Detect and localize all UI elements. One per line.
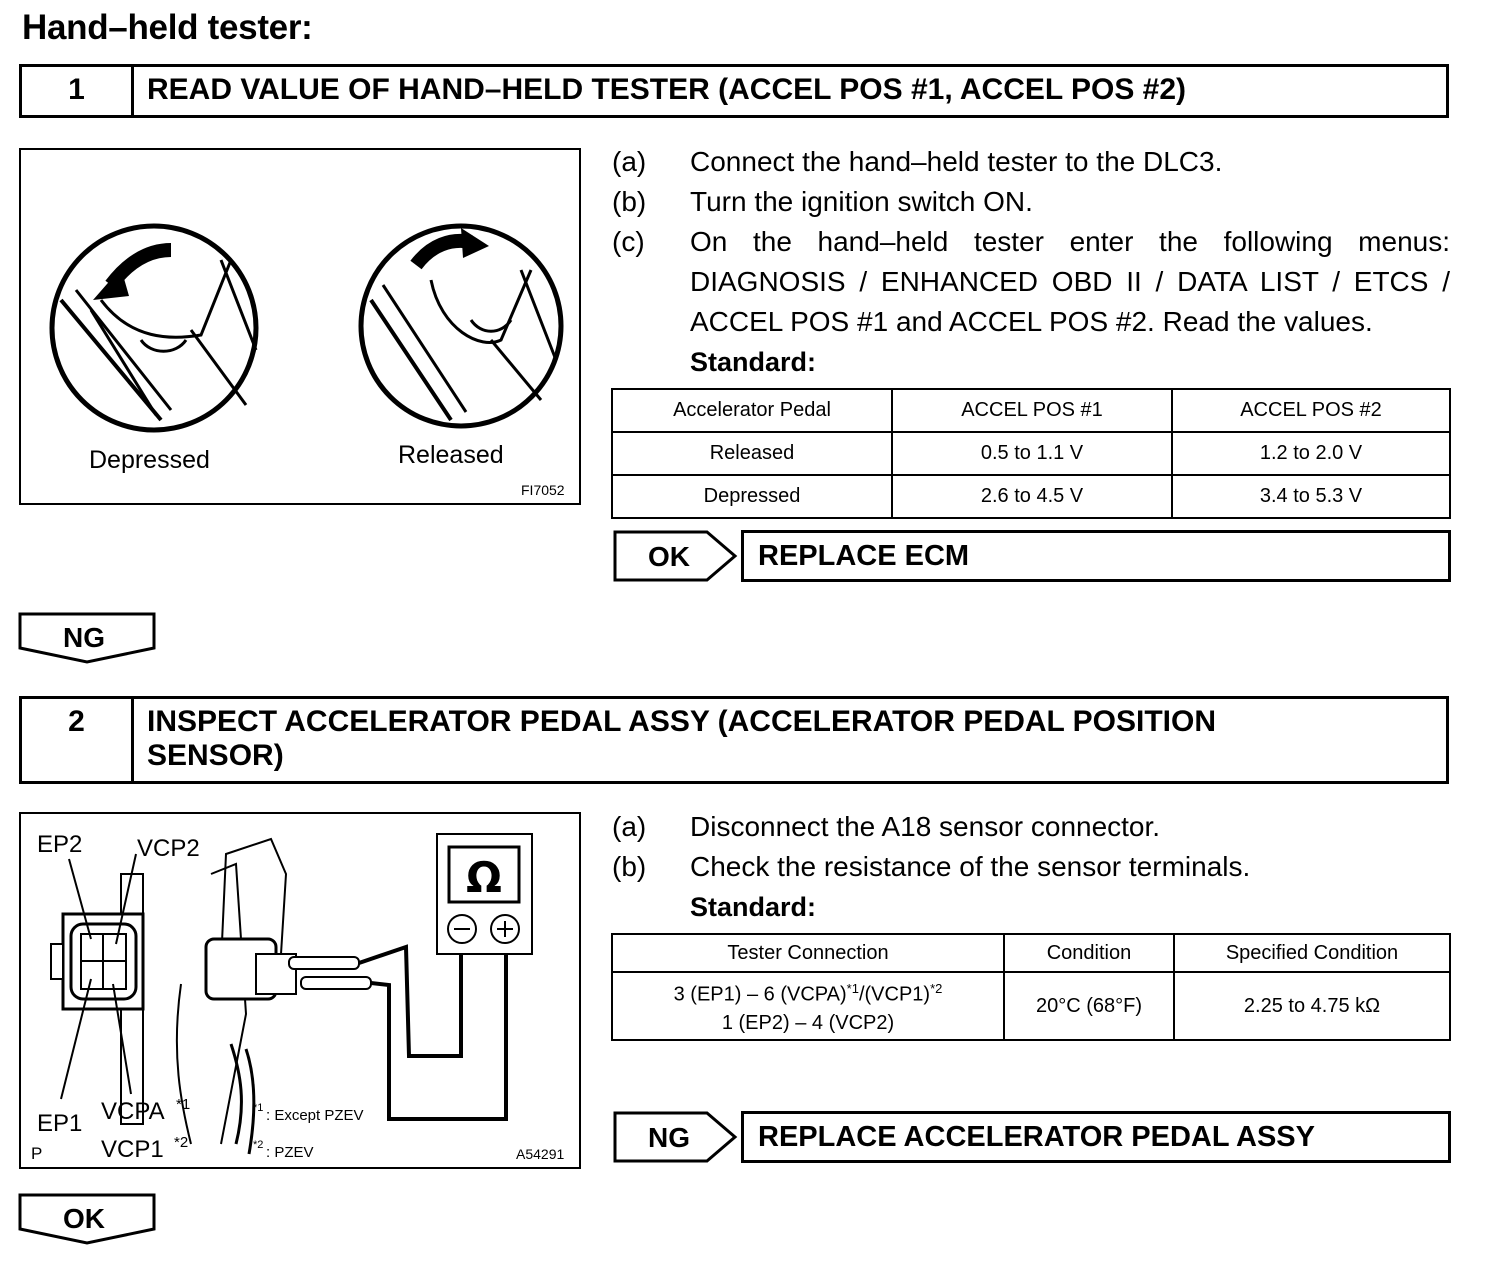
label-released: Released [398,441,504,469]
instruction-a [612,142,1450,182]
table-row [612,972,1450,1040]
step-1-instructions [612,142,1450,382]
instruction-b [612,847,1450,887]
step-1-spec-table [611,388,1451,519]
table-header: ACCEL POS #1 [892,389,1172,432]
label-vcpa: VCPA [101,1098,165,1125]
label-depressed: Depressed [89,446,210,474]
released-pedal-icon [361,226,561,426]
table-cell: 1.2 to 2.0 V [1172,432,1450,475]
table-cell: Released [612,432,892,475]
ok-arrow-tag [613,530,739,582]
ohm-symbol: Ω [466,853,502,902]
replace-ecm-action: REPLACE ECM [741,530,1451,582]
label-vcp1-sup: *2 [174,1134,189,1151]
connection-line-1: 3 (EP1) – 6 $(VCPA)^{*1}/(VCP1)^{*2}$ [673,981,943,1006]
instruction-b [612,182,1450,222]
table-header: Tester Connection [612,934,1004,972]
table-row [612,432,1450,475]
label-vcp2: VCP2 [137,835,200,862]
label-vcpa-sup: *1 [176,1096,191,1113]
instruction-label: (c) [612,226,645,257]
instruction-c [612,222,1450,342]
instruction-a [612,807,1450,847]
note1-sup: *1 [253,1102,264,1114]
step-2-number: 2 [22,699,134,781]
table-cell [612,972,1004,1040]
step-2-instructions [612,807,1450,927]
step-2-ng-result[interactable] [613,1111,1451,1163]
step-1-ok-result[interactable] [613,530,1451,582]
standard-label: Standard: [690,892,817,922]
instruction-label: (b) [612,186,647,217]
pedal-figure [19,148,581,505]
probe-icon [301,977,371,989]
instruction-label: (a) [612,146,647,177]
table-header: Specified Condition [1174,934,1450,972]
ohmmeter-icon [437,834,532,954]
table-cell: 0.5 to 1.1 V [892,432,1172,475]
step-2-title-line1: INSPECT ACCELERATOR PEDAL ASSY (ACCELERATOR PEDAL POSITION [147,705,1217,738]
ok-label: OK [63,1203,105,1234]
instruction-text: Connect the hand–held tester to the DLC3. [690,146,1223,177]
page-title: Hand–held tester: [22,8,313,47]
instruction-label: (a) [612,811,647,842]
ok-label: OK [648,541,690,572]
replace-pedal-action: REPLACE ACCELERATOR PEDAL ASSY [741,1111,1451,1163]
step-1-ng-tag[interactable] [18,612,156,664]
instruction-text: Disconnect the A18 sensor connector. [690,811,1161,842]
instruction-text: On the hand–held tester enter the following menus: DIAGNOSIS / ENHANCED OBD II / DATA LIST / ETCS / ACCEL POS #1 and ACCEL POS #2. Read the values. [690,226,1450,337]
table-cell: 20°C (68°F) [1004,972,1174,1040]
note1: : Except PZEV [266,1107,364,1124]
ng-arrow-tag [613,1111,739,1163]
step-2-title [134,699,1446,781]
instruction-text: Check the resistance of the sensor terminals. [690,851,1251,882]
step-1-header [19,64,1449,118]
table-cell: 2.25 to 4.75 kΩ [1174,972,1450,1040]
instruction-text: Turn the ignition switch ON. [690,186,1033,217]
figure-code: A54291 [516,1146,565,1162]
label-p: P [31,1144,43,1163]
step-2-header [19,696,1449,784]
step-1-title: READ VALUE OF HAND–HELD TESTER (ACCEL POS #1, ACCEL POS #2) [147,73,1187,106]
instruction-label: (b) [612,851,647,882]
label-ep1: EP1 [37,1110,83,1137]
step-2-title-line2: SENSOR) [147,739,284,772]
table-header: ACCEL POS #2 [1172,389,1450,432]
table-header: Condition [1004,934,1174,972]
table-row [612,475,1450,518]
sensor-figure [19,812,581,1169]
step-2-ok-tag[interactable] [18,1193,156,1245]
step-2-spec-table [611,933,1451,1041]
sensor-illustration [21,814,579,1167]
step-1-number: 1 [22,67,134,115]
ng-label: NG [648,1122,690,1153]
depressed-pedal-icon [52,226,256,430]
label-ep2: EP2 [37,831,83,858]
table-cell: 3.4 to 5.3 V [1172,475,1450,518]
table-cell: Depressed [612,475,892,518]
note2: : PZEV [266,1144,314,1161]
note2-sup: *2 [253,1139,264,1151]
figure-code: FI7052 [521,482,565,498]
standard-label: Standard: [690,347,817,377]
connection-line-2: 1 (EP2) – 4 (VCP2) [721,1011,895,1034]
table-cell: 2.6 to 4.5 V [892,475,1172,518]
table-header: Accelerator Pedal [612,389,892,432]
label-vcp1: VCP1 [101,1136,164,1163]
ng-label: NG [63,622,105,653]
pedal-illustration [21,150,579,503]
probe-icon [289,957,359,969]
